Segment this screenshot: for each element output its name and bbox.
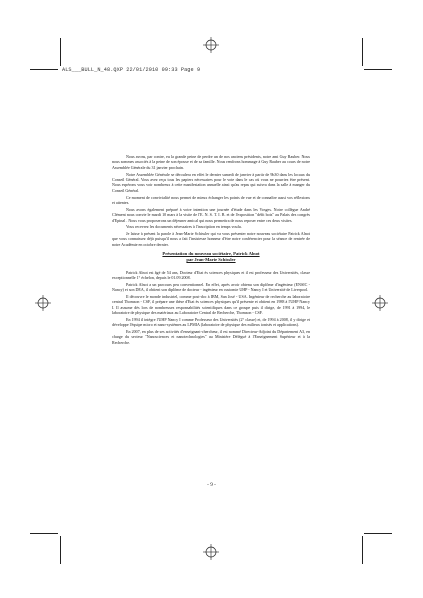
section-author-line: par Jean-Marie Schissler <box>186 257 236 263</box>
crop-mark <box>364 533 392 534</box>
printer-slug: ALS___BULL_N_48.QXP 22/01/2010 09:33 Page 9 <box>62 67 201 73</box>
paragraph: En 1994 il intègre l'UHP Nancy I comme Professeur des Universités (2° classe) et, de 1994 à 2008, il y dirige et développe l'équipe micro et nano-systèmes au LPMIA (laboratoire de physique des milieux ionisés et applications). <box>112 316 310 328</box>
crop-mark <box>362 536 363 564</box>
paragraph: Ce moment de convivialité nous permet de mieux échanger les points de vue et de connaître aussi vos réflexions et attentes. <box>112 194 310 205</box>
paragraph: Notre Assemblée Générale se déroulera en effet le dernier samedi de janvier à partir de 9h30 dans les locaux du Conseil Général. Vous avez reçu tous les papiers nécessaires pour le vote dans le cas où vous ne pourriez être présent. Nous espérons vous voir nombreux à cette manifestation annuelle ainsi qu'au repas qui suivra dans la salle à manger du Conseil Général. <box>112 171 310 193</box>
registration-mark-bottom <box>203 544 219 560</box>
crop-mark <box>60 38 61 66</box>
paragraph: Il découvre le monde industriel, comme post-doc à IBM, San José - USA. Ingénieur de recherche au laboratoire central Thomson - CSF, il prépare une thèse d'Etat ès sciences physiques qu'il présente et obtient en 1988 à l'UHP Nancy I. Il assume dès lors de nombreuses responsabilités scientifiques dans ce groupe puis il dirige, de 1991 à 1994, le laboratoire de physique des matériaux au Laboratoire Central de Recherche, Thomson - CSF. <box>112 293 310 316</box>
paragraph: Vous recevrez les documents nécessaires à l'inscription en temps voulu. <box>126 224 242 230</box>
paragraph: En 2007, en plus de ses activités d'enseignant-chercheur, il est nommé Directeur-Adjoint du Département A3, en charge du secteur "Nanosciences et nanotechnologies" au Ministère Délégué à l'Enseignement Supérieur et à la Recherche. <box>112 328 310 345</box>
page-number: - 9 - <box>207 482 216 488</box>
crop-mark <box>364 69 392 70</box>
paragraph: Patrick Alnot est âgé de 54 ans, Docteur d'Etat ès sciences physiques et il est professeur des Universités, classe exceptionnelle 1° échelon, depuis le 01.09.2008. <box>112 269 310 281</box>
section-title-line: Présentation du nouveau sociétaire, Patrick Alnot <box>162 251 260 257</box>
paragraph: Je laisse à présent la parole à Jean-Marie Schissler qui va vous présenter notre nouveau sociétaire Patrick Alnot que vous connaissez déjà puisqu'il nous a fait l'insistesse honneur d'être notre conférencier pour la séance de rentrée de notre Académie en octobre dernier. <box>112 230 310 247</box>
paragraph: Nous avons également préparé à votre intention une journée d'étude dans les Vosges. Notre collègue André Clément nous convie le mardi 10 mars à la visite de l'E. N. S. T. I. B. et de l'exposition "défit bois" au Palais des congrès d'Epinal . Nous vous proposerons un déjeuner amical qui nous permettra de nous reposer entre ces deux visites. <box>112 206 310 223</box>
crop-mark <box>30 533 58 534</box>
section-title <box>112 251 310 263</box>
paragraph: Nous avons, par contre, eu la grande peine de perdre un de nos anciens présidents, notre ami Guy Rauber. Nous nous sommes associés à la peine de son épouse et de sa famille. Nous rendrons hommage à Guy Rauber au cours de notre Assemblée Générale du 31 janvier prochain. <box>112 154 310 170</box>
registration-mark-left <box>35 295 51 311</box>
paragraph: Patrick Alnot a un parcours peu conventionnel. En effet, après avoir obtenu son diplôme d'ingénieur (ENSIC - Nancy) et son DEA, il obtient son diplôme de docteur - ingénieur en customie UHP - Nancy I et Université de Liverpool. <box>112 281 310 293</box>
registration-mark-top <box>203 37 219 53</box>
crop-mark <box>30 69 58 70</box>
crop-mark <box>60 536 61 564</box>
page-body <box>112 154 310 346</box>
crop-mark <box>362 38 363 66</box>
registration-mark-right <box>372 295 388 311</box>
